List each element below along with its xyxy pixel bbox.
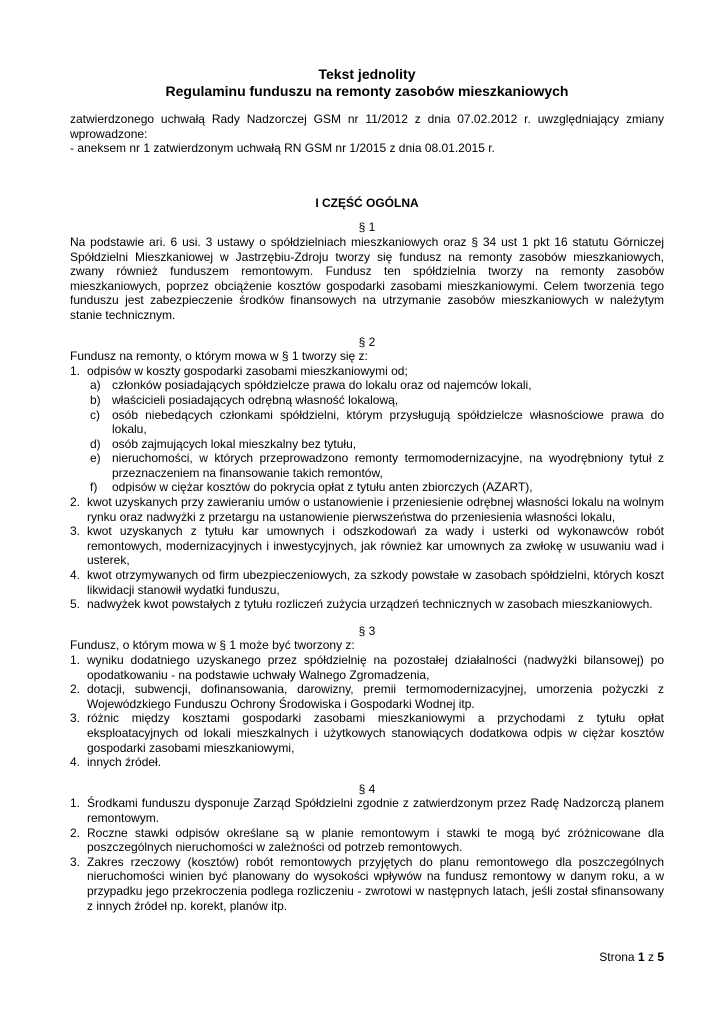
list-item: 4. kwot otrzymywanych od firm ubezpieczeniowych, za szkody powstałe w zasobach spółdzielni, których koszt likwidacji stanowił wydatki funduszu,	[70, 568, 664, 597]
list-item: 3. różnic między kosztami gospodarki zasobami mieszkaniowymi a przychodami z tytułu opłat eksploatacyjnych od lokali mieszkalnych i użytkowych stanowiących dodatkowa odpis w ciężar kosztów gospodarki zasobami mieszkaniowymi,	[70, 711, 664, 755]
paragraph-1-text: Na podstawie ari. 6 usi. 3 ustawy o spółdzielniach mieszkaniowych oraz § 34 ust 1 pkt 16 statutu Górniczej Spółdzielni Mieszkaniowej w Jastrzębiu-Zdroju tworzy się fundusz na remonty zasobów mieszkaniowych, zwany również funduszem remontowym. Fundusz ten spółdzielnia tworzy na remonty zasobów mieszkaniowych, poprzez obciążenie kosztów gospodarki zasobami mieszkaniowymi. Celem tworzenia tego funduszu jest zabezpieczenie środków finansowych na utrzymanie zasobów mieszkaniowych w należytym stanie technicznym.	[70, 234, 664, 322]
document-title: Tekst jednolity	[318, 66, 416, 82]
list-item: 2. dotacji, subwencji, dofinansowania, darowizny, premii termomodernizacyjnej, umorzenia pożyczki z Wojewódzkiego Funduszu Ochrony Środowiska i Gospodarki Wodnej itp.	[70, 682, 664, 711]
document-subtitle: Regulaminu funduszu na remonty zasobów mieszkaniowych	[165, 83, 569, 99]
paragraph-mark-4: § 4	[358, 781, 376, 796]
list-item: b) właścicieli posiadających odrębną własność lokalową,	[90, 392, 399, 407]
list-item: e) nieruchomości, w których przeprowadzono remonty termomodernizacyjne, na wyodrębniony tytuł z przeznaczeniem na finansowanie takich remontów,	[90, 451, 664, 480]
page-footer	[599, 950, 664, 964]
list-item: 1. Środkami funduszu dysponuje Zarząd Spółdzielni zgodnie z zatwierdzonym przez Radę Nadzorczą planem remontowym.	[70, 796, 664, 825]
list-item: d) osób zajmujących lokal mieszkalny bez tytułu,	[90, 436, 357, 451]
paragraph-2-list	[70, 364, 664, 612]
amendment-note: - aneksem nr 1 zatwierdzonym uchwałą RN GSM nr 1/2015 z dnia 08.01.2015 r.	[70, 141, 495, 156]
list-item: f) odpisów w ciężar kosztów do pokrycia opłat z tytułu anten zbiorczych (AZART),	[90, 480, 533, 495]
paragraph-mark-3: § 3	[358, 623, 376, 638]
intro-text: zatwierdzonego uchwałą Rady Nadzorczej GSM nr 11/2012 z dnia 07.02.2012 r. uwzględniający zmiany wprowadzone:	[70, 112, 664, 141]
list-item: 2. Roczne stawki odpisów określane są w planie remontowym i stawki te mogą być zróżnicowane dla poszczególnych nieruchomości w zależności od potrzeb remontowych.	[70, 825, 664, 855]
paragraph-mark-2: § 2	[358, 334, 376, 349]
paragraph-4-list	[70, 796, 664, 913]
page-of-label: z	[647, 950, 654, 964]
paragraph-2-intro: Fundusz na remonty, o którym mowa w § 1 tworzy się z:	[70, 349, 368, 364]
page-label: Strona	[599, 950, 635, 964]
list-item: 1. odpisów w koszty gospodarki zasobami mieszkaniowymi od;	[70, 363, 408, 378]
list-item: 1. wyniku dodatniego uzyskanego przez spółdzielnię na pozostałej działalności (nadwyżki bilansowej) po opodatkowaniu - na podstawie uchwały Walnego Zgromadzenia,	[70, 653, 664, 682]
list-item: 5. nadwyżek kwot powstałych z tytułu rozliczeń zużycia urządzeń technicznych w zasobach mieszkaniowych.	[70, 597, 653, 612]
list-item: 3. kwot uzyskanych z tytułu kar umownych i odszkodowań za wady i usterki od wykonawców robót remontowych, modernizacyjnych i inwestycyjnych, jak również kar umownych za zwłokę w usuwaniu wad i usterek,	[70, 524, 664, 568]
paragraph-mark-1: § 1	[358, 220, 376, 235]
list-item: 3. Zakres rzeczowy (kosztów) robót remontowych przyjętych do planu remontowego dla poszczególnych nieruchomości winien być planowany do wysokości wpływów na fundusz remontowy w danym roku, a w przypadku jego przekroczenia podlega rozliczeniu - zwrotowi w następnych latach, jeśli został sfinansowany z innych źródeł np. korekt, planów itp.	[70, 854, 664, 913]
paragraph-3-intro: Fundusz, o którym mowa w § 1 może być tworzony z:	[70, 638, 355, 653]
list-item: a) członków posiadających spółdzielcze prawa do lokalu oraz od najemców lokali,	[90, 378, 532, 393]
list-item: 4. innych źródeł.	[70, 755, 162, 770]
list-item: 2. kwot uzyskanych przy zawieraniu umów o ustanowienie i przeniesienie odrębnej własności lokalu na wolnym rynku oraz nadwyżki z przetargu na ustanowienie pierwszeństwa do przeniesienia własności lokalu,	[70, 495, 664, 524]
page-number: 1	[637, 950, 645, 964]
page-total: 5	[657, 950, 664, 964]
list-item: c) osób niebedących członkami spółdzielni, którym przysługują spółdzielcze własnościowe prawa do lokalu,	[90, 407, 664, 437]
section-heading: I CZĘŚĆ OGÓLNA	[315, 195, 419, 210]
paragraph-3-list	[70, 653, 664, 770]
document-page	[70, 66, 664, 913]
